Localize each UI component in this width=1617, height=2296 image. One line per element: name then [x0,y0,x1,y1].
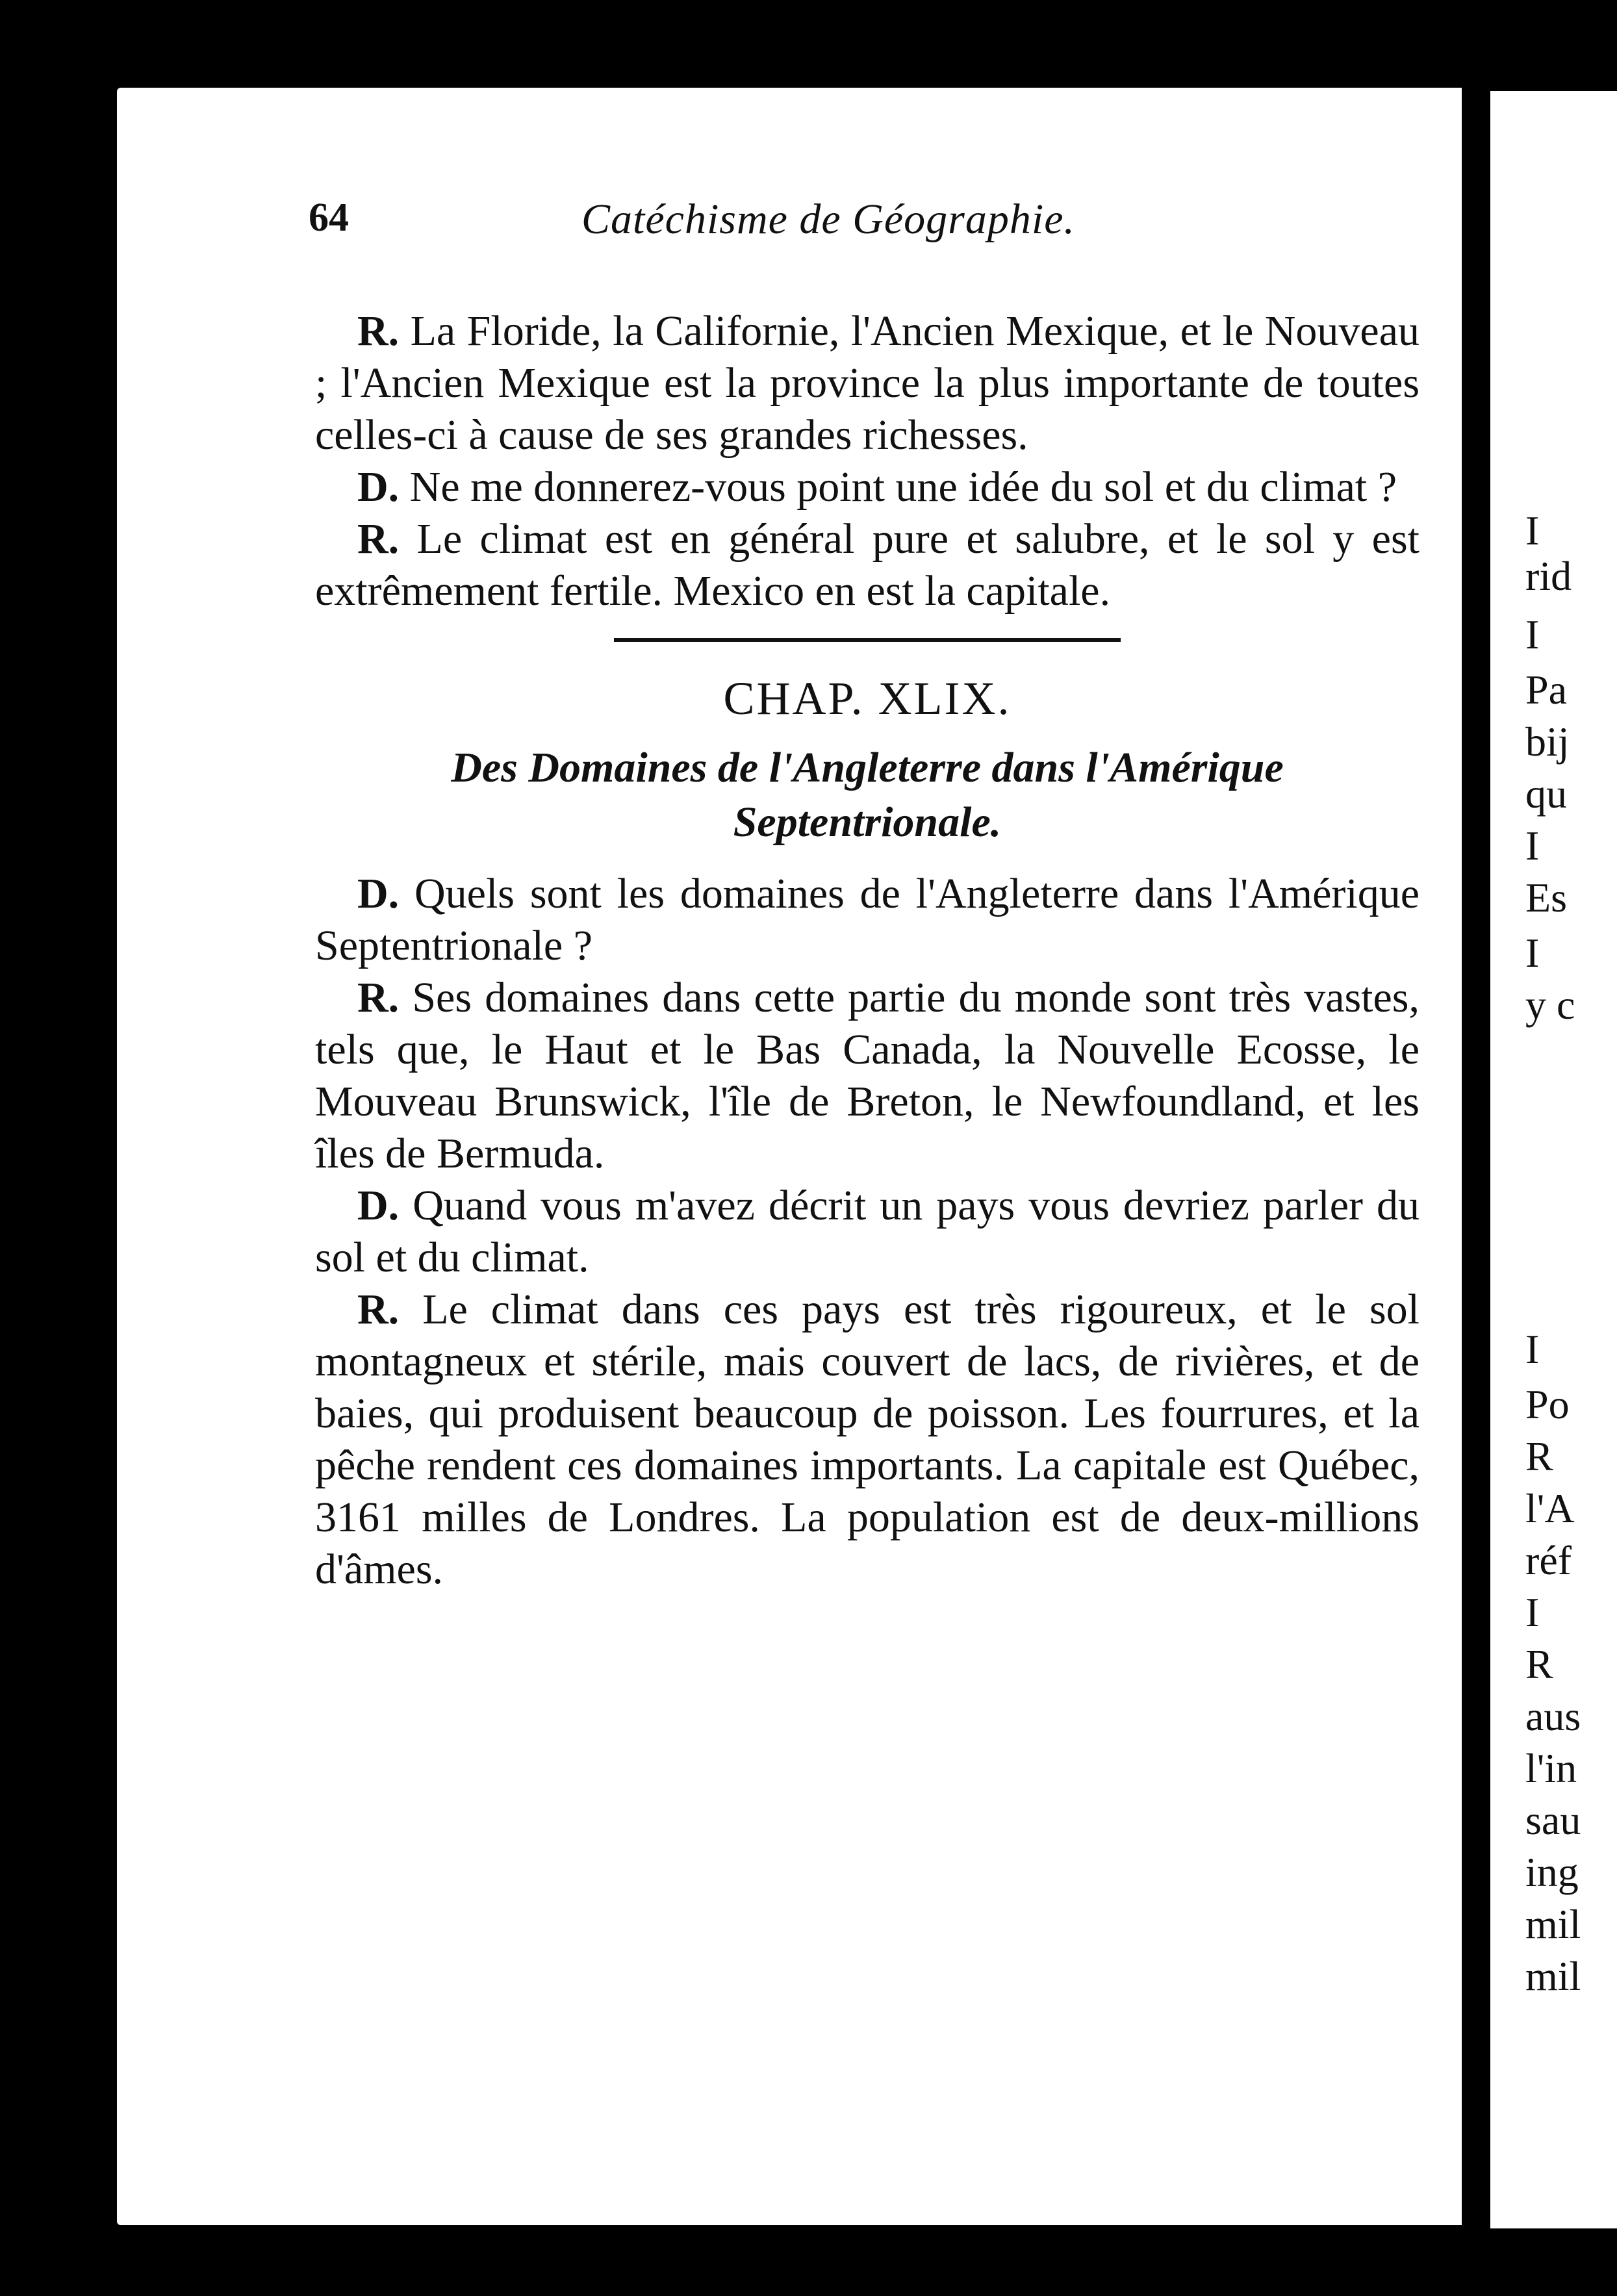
next-page-fragment: bij [1525,719,1570,765]
section-divider [614,638,1121,642]
qa-label: R. [357,974,400,1021]
next-page-fragment: Es [1525,874,1567,921]
page-body [315,305,1420,1596]
paragraph-text: Ses domaines dans cette partie du monde sont très vastes, tels que, le Haut et le Bas Canada, la Nouvelle Ecosse, le Mouveau Brunswick, l'île de Breton, le Newfoundland, et les îles de Bermuda. [315,974,1420,1177]
next-page-fragment: R [1525,1433,1553,1479]
paragraph-text: Quand vous m'avez décrit un pays vous devriez parler du sol et du climat. [315,1182,1420,1281]
paragraph-text: Le climat dans ces pays est très rigoureux, et le sol montagneux et stérile, mais couvert de lacs, de rivières, et de baies, qui produisent beaucoup de poisson. Les fourrures, et la pêche rendent ces domaines importants. La capitale est Québec, 3161 milles de Londres. La population est de deux-millions d'âmes. [315,1286,1420,1593]
paragraph-text: La Floride, la Californie, l'Ancien Mexique, et le Nouveau ; l'Ancien Mexique est la province la plus importante de toutes celles-ci à cause de ses grandes richesses. [315,307,1420,459]
chapter-subtitle: Des Domaines de l'Angleterre dans l'Amérique Septentrionale. [451,744,1284,846]
paragraph-text: Quels sont les domaines de l'Angleterre dans l'Amérique Septentrionale ? [315,870,1420,969]
next-page-fragment: l'A [1525,1485,1575,1531]
book-gutter [1462,88,1490,2232]
chapter-heading: CHAP. XLIX. [723,672,1012,724]
next-page-fragment: ing [1525,1849,1579,1895]
question-paragraph [315,868,1420,972]
next-page-fragment: I [1525,930,1540,976]
next-page-fragment: qu [1525,771,1567,817]
answer-paragraph [315,972,1420,1180]
adjacent-page-edge [1488,91,1617,2228]
qa-label: R. [357,515,400,563]
question-paragraph [315,461,1420,513]
next-page-fragment: I [1525,1589,1540,1635]
next-page-fragment: I [1525,507,1540,554]
next-page-fragment: aus [1525,1693,1581,1739]
answer-paragraph [315,513,1420,617]
next-page-fragment: I [1525,611,1540,657]
next-page-fragment: sau [1525,1797,1581,1843]
paragraph-text: Le climat est en général pure et salubre, et le sol y est extrêmement fertile. Mexico en est la capitale. [315,515,1420,615]
page-header [309,195,1445,253]
next-page-fragment: I [1525,1326,1540,1372]
qa-label: R. [357,307,400,355]
next-page-fragment: I [1525,823,1540,869]
next-page-fragment: R [1525,1641,1553,1687]
next-page-fragment: mil [1525,1901,1581,1947]
next-page-fragment: l'in [1525,1745,1577,1791]
answer-paragraph [315,305,1420,461]
next-page-fragment: Po [1525,1381,1570,1427]
qa-label: D. [357,870,400,917]
next-page-fragment: rid [1525,553,1572,599]
next-page-fragment: Pa [1525,667,1567,713]
next-page-fragment: réf [1525,1537,1572,1583]
qa-label: D. [357,1182,400,1229]
qa-label: R. [357,1286,400,1333]
next-page-fragment: mil [1525,1953,1581,1999]
qa-label: D. [357,463,400,511]
next-page-fragment: y c [1525,982,1575,1028]
question-paragraph [315,1180,1420,1284]
running-title: Catéchisme de Géographie. [581,196,1075,243]
paragraph-text: Ne me donnerez-vous point une idée du sol et du climat ? [409,463,1397,511]
page-number: 64 [309,196,349,240]
answer-paragraph [315,1284,1420,1596]
